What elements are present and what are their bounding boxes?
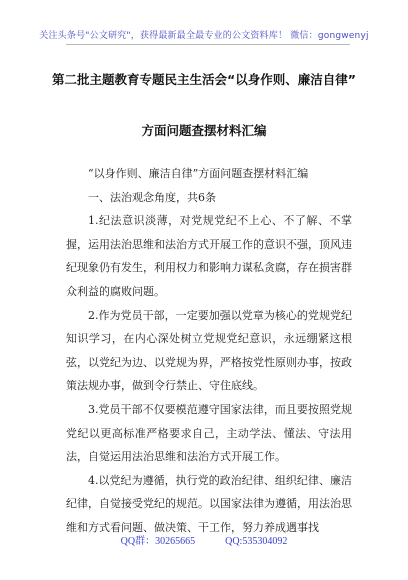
footer-contact xyxy=(0,532,408,547)
paragraph-3: 3.党员干部不仅要模范遵守国家法律，而且要按照党规党纪以更高标准严格要求自己，主动学法、懂法、守法用法，自觉运用法治思维和法治方式开展工作。 xyxy=(66,402,352,464)
paragraph-4: 4.以党纪为遵循，执行党的政治纪律、组织纪律、廉洁纪律，自觉接受党纪的规范。以国家法律为遵循，用法治思维和方式看问题、做决策、干工作，努力养成遇事找 xyxy=(66,473,352,534)
document-body xyxy=(66,162,352,540)
document-title-line-1: 第二批主题教育专题民主生活会“以身作则、廉洁自律” xyxy=(52,72,356,87)
document-subtitle: “以身作则、廉洁自律”方面问题查摆材料汇编 xyxy=(88,167,309,180)
footer-qq: QQ:535304092 xyxy=(225,536,288,547)
footer-qq-group: QQ群：30265665 xyxy=(120,536,196,547)
header-divider xyxy=(66,44,350,45)
paragraph-1: 1.纪法意识淡薄，对党规党纪不上心、不了解、不掌握，运用法治思维和法治方式开展工作的意识不强，顶风违纪现象仍有发生，利用权力和影响力谋私贪腐，存在损害群众利益的腐败问题。 xyxy=(66,214,352,298)
paragraph-2: 2.作为党员干部，一定要加强以党章为核心的党规党纪知识学习，在内心深处树立党规党纪意识，永远绷紧这根弦，以党纪为边、以党规为界，严格按党性原则办事，按政策法规办事，做到令行禁止、守住底线。 xyxy=(66,308,352,393)
header-promo-note: 关注头条号"公文研究"，获得最新最全最专业的公文资料库！ 微信：gongwenyj xyxy=(39,31,369,41)
section-heading: 一、法治观念角度，共6条 xyxy=(88,190,216,204)
document-title-line-2: 方面问题查摆材料汇编 xyxy=(141,123,267,138)
